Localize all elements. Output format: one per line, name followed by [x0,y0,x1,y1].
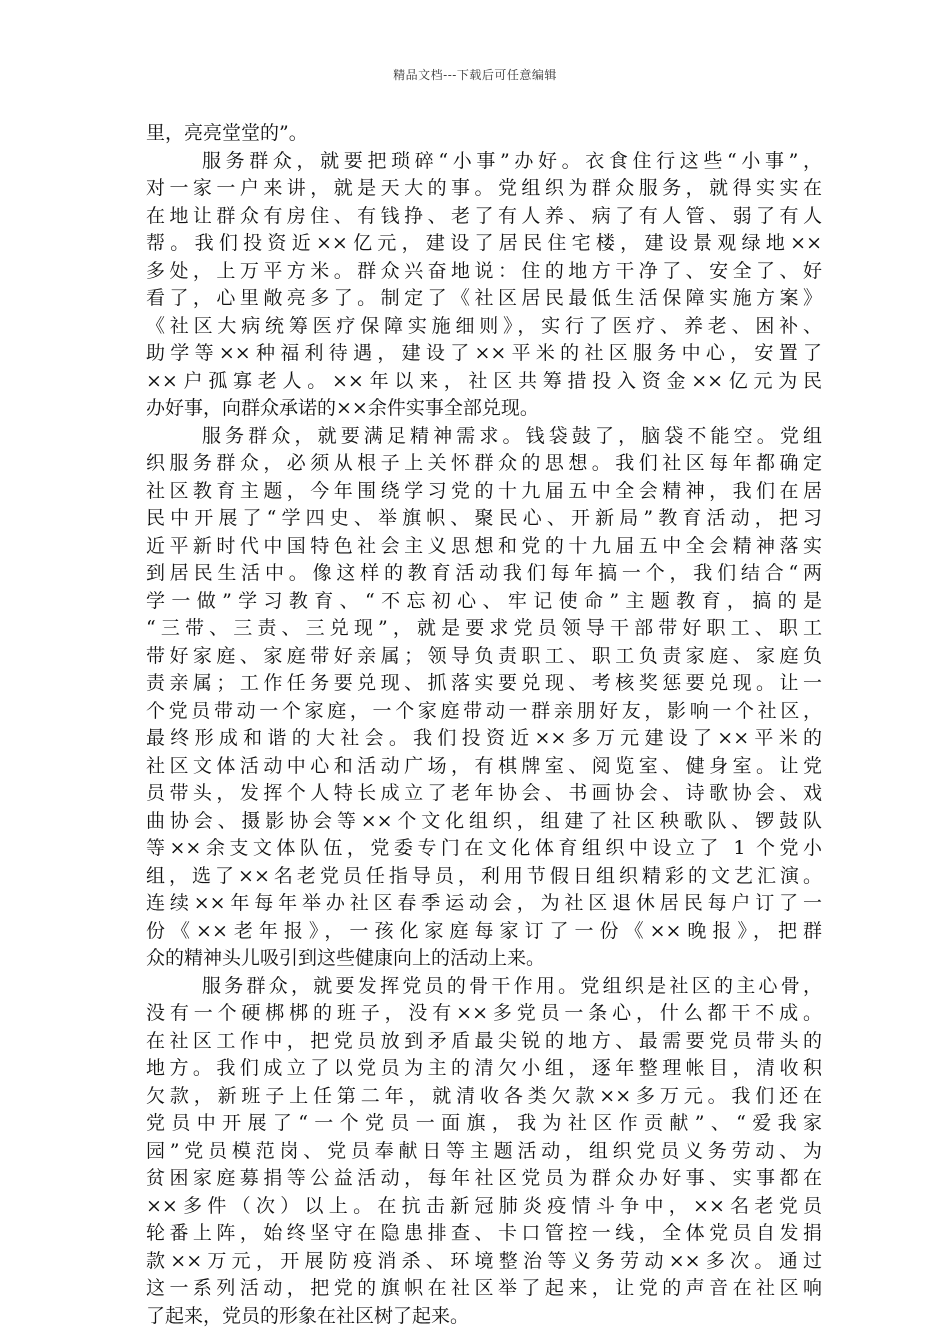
text-line: ××多件（次）以上。在抗击新冠肺炎疫情斗争中，××名老党员 [146,1194,822,1217]
text-line: 地方。我们成立了以党员为主的清欠小组，逐年整理帐目，清收积 [146,1057,822,1079]
text-line: 看了，心里敞亮多了。制定了《社区居民最低生活保障实施方案》 [146,287,822,309]
text-line: 在社区工作中，把党员放到矛盾最尖锐的地方、最需要党员带头的 [146,1029,822,1052]
text-line: 对一家一户来讲，就是天大的事。党组织为群众服务，就得实实在 [146,177,822,199]
document-body [146,120,822,1330]
text-line: 帮。我们投资近××亿元，建设了居民住宅楼，建设景观绿地×× [146,232,822,254]
text-line: 近平新时代中国特色社会主义思想和党的十九届五中全会精神落实 [146,534,822,557]
text-line: 学一做”学习教育、“不忘初心、牢记使命”主题教育，搞的是 [146,589,822,612]
text-line: “三带、三责、三兑现”，就是要求党员领导干部带好职工、职工 [146,617,822,639]
text-line: 民中开展了“学四史、举旗帜、聚民心、开新局”教育活动，把习 [146,507,822,529]
text-line: 里，亮亮堂堂的”。 [146,122,308,144]
text-line: 多处，上万平方米。群众兴奋地说：住的地方干净了、安全了、好 [146,259,822,282]
text-line: 社区文体活动中心和活动广场，有棋牌室、阅览室、健身室。让党 [146,754,822,777]
text-line: 没有一个硬梆梆的班子，没有××多党员一条心，什么都干不成。 [146,1002,822,1024]
text-line: 欠款，新班子上任第二年，就清收各类欠款××多万元。我们还在 [146,1084,822,1107]
text-line: 带好家庭、家庭带好亲属；领导负责职工、职工负责家庭、家庭负 [146,644,822,667]
text-line: 了起来，党员的形象在社区树了起来。 [146,1304,470,1327]
text-line: 到居民生活中。像这样的教育活动我们每年搞一个，我们结合“两 [146,562,822,584]
text-line: 众的精神头儿吸引到这些健康向上的活动上来。 [146,947,546,969]
text-line: 服务群众，就要满足精神需求。钱袋鼓了，脑袋不能空。党组 [202,424,822,447]
page-header: 精品文档---下载后可任意编辑 [393,68,557,82]
text-line: ××户孤寡老人。××年以来，社区共筹措投入资金××亿元为民 [146,369,822,392]
text-line: 在地让群众有房住、有钱挣、老了有人养、病了有人管、弱了有人 [146,204,822,227]
text-line: 轮番上阵，始终坚守在隐患排查、卡口管控一线，全体党员自发捐 [146,1222,822,1244]
text-line: 个党员带动一个家庭，一个家庭带动一群亲朋好友，影响一个社区， [146,699,822,722]
text-line: 曲协会、摄影协会等××个文化组织，组建了社区秧歌队、锣鼓队 [146,809,822,832]
text-line: 服务群众，就要发挥党员的骨干作用。党组织是社区的主心骨， [202,974,822,997]
text-line: 办好事，向群众承诺的××余件实事全部兑现。 [146,397,539,419]
text-line: 组，选了××名老党员任指导员，利用节假日组织精彩的文艺汇演。 [146,864,822,887]
text-line: 连续××年每年举办社区春季运动会，为社区退休居民每户订了一 [146,892,822,914]
text-line: 这一系列活动，把党的旗帜在社区举了起来，让党的声音在社区响 [146,1277,822,1299]
text-line: 服务群众，就要把琐碎“小事”办好。衣食住行这些“小事”， [202,149,822,172]
text-line: 贫困家庭募捐等公益活动，每年社区党员为群众办好事、实事都在 [146,1167,822,1189]
text-line: 等××余支文体队伍，党委专门在文化体育组织中设立了 1 个党小 [146,837,822,859]
text-line: 社区教育主题，今年围绕学习党的十九届五中全会精神，我们在居 [146,479,822,502]
text-line: 最终形成和谐的大社会。我们投资近××多万元建设了××平米的 [146,727,822,749]
text-line: 织服务群众，必须从根子上关怀群众的思想。我们社区每年都确定 [146,452,822,474]
text-line: 份《××老年报》，一孩化家庭每家订了一份《××晚报》，把群 [146,919,822,942]
text-line: 助学等××种福利待遇，建设了××平米的社区服务中心，安置了 [146,342,822,364]
text-line: 党员中开展了“一个党员一面旗，我为社区作贡献”、“爱我家 [146,1112,822,1134]
text-line: 款××万元，开展防疫消杀、环境整治等义务劳动××多次。通过 [146,1249,822,1272]
text-line: 园”党员模范岗、党员奉献日等主题活动，组织党员义务劳动、为 [146,1139,822,1162]
text-line: 员带头，发挥个人特长成立了老年协会、书画协会、诗歌协会、戏 [146,782,822,804]
text-line: 《社区大病统筹医疗保障实施细则》，实行了医疗、养老、困补、 [146,314,822,337]
text-line: 责亲属；工作任务要兑现、抓落实要兑现、考核奖惩要兑现。让一 [146,672,822,694]
